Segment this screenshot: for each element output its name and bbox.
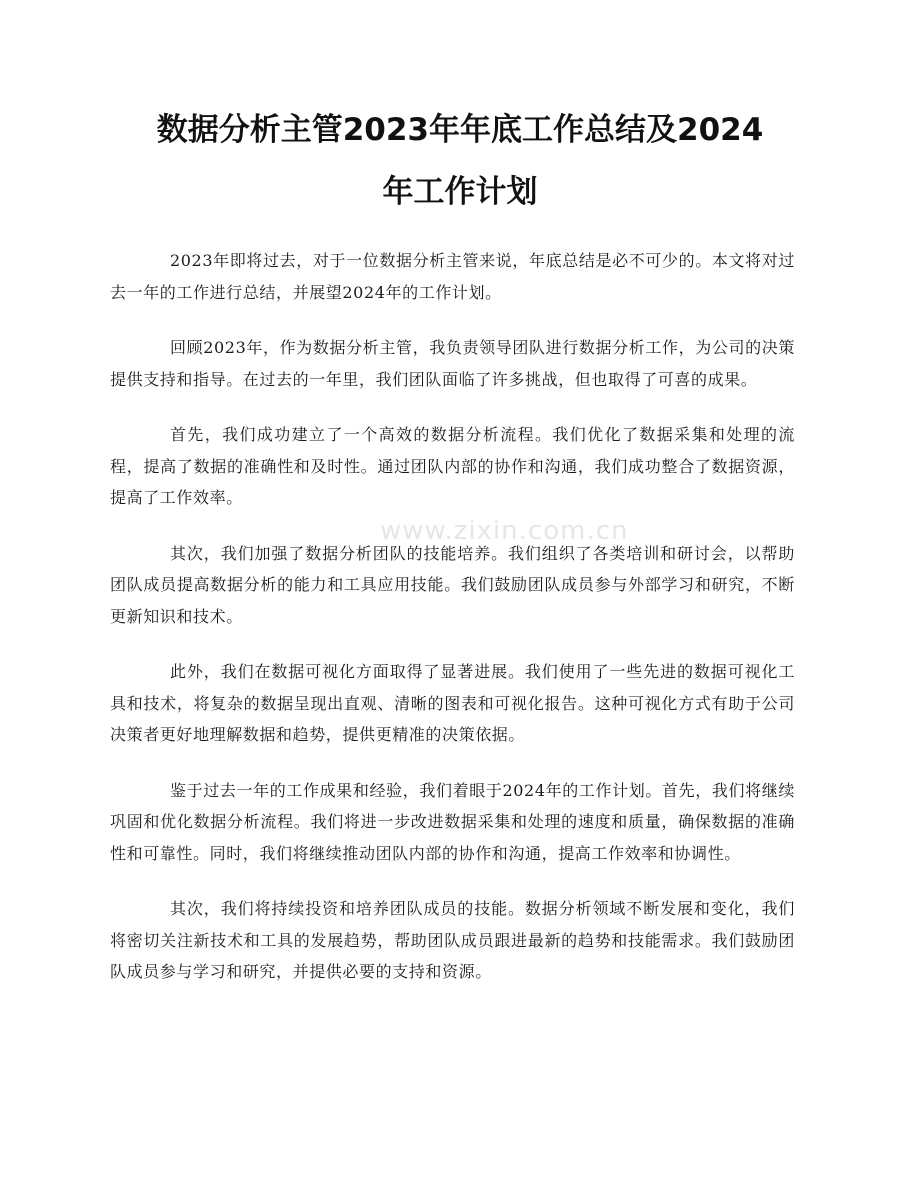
paragraph-6: 鉴于过去一年的工作成果和经验，我们着眼于2024年的工作计划。首先，我们将继续巩固和优化数据分析流程。我们将进一步改进数据采集和处理的速度和质量，确保数据的准确性和可靠性。同时，我们将继续推动团队内部的协作和沟通，提高工作效率和协调性。 [110, 780, 795, 863]
paragraph-3: 首先，我们成功建立了一个高效的数据分析流程。我们优化了数据采集和处理的流程，提高了数据的准确性和及时性。通过团队内部的协作和沟通，我们成功整合了数据资源，提高了工作效率。 [110, 425, 795, 507]
document-title-line-1: 数据分析主管2023年年底工作总结及2024 [156, 112, 764, 148]
paragraph-1: 2023年即将过去，对于一位数据分析主管来说，年底总结是必不可少的。本文将对过去一年的工作进行总结，并展望2024年的工作计划。 [110, 251, 795, 302]
watermark: www.zixin.com.cn [380, 516, 629, 546]
paragraph-4: 其次，我们加强了数据分析团队的技能培养。我们组织了各类培训和研讨会，以帮助团队成员提高数据分析的能力和工具应用技能。我们鼓励团队成员参与外部学习和研究，不断更新知识和技术。 [110, 543, 795, 626]
document-body [110, 245, 795, 1012]
document-title-line-2: 年工作计划 [382, 174, 538, 210]
paragraph-2: 回顾2023年，作为数据分析主管，我负责领导团队进行数据分析工作，为公司的决策提供支持和指导。在过去的一年里，我们团队面临了许多挑战，但也取得了可喜的成果。 [110, 338, 795, 389]
paragraph-7: 其次，我们将持续投资和培养团队成员的技能。数据分析领域不断发展和变化，我们将密切关注新技术和工具的发展趋势，帮助团队成员跟进最新的趋势和技能需求。我们鼓励团队成员参与学习和研究，并提供必要的支持和资源。 [110, 899, 795, 981]
paragraph-5: 此外，我们在数据可视化方面取得了显著进展。我们使用了一些先进的数据可视化工具和技术，将复杂的数据呈现出直观、清晰的图表和可视化报告。这种可视化方式有助于公司决策者更好地理解数据和趋势，提供更精准的决策依据。 [110, 662, 795, 744]
